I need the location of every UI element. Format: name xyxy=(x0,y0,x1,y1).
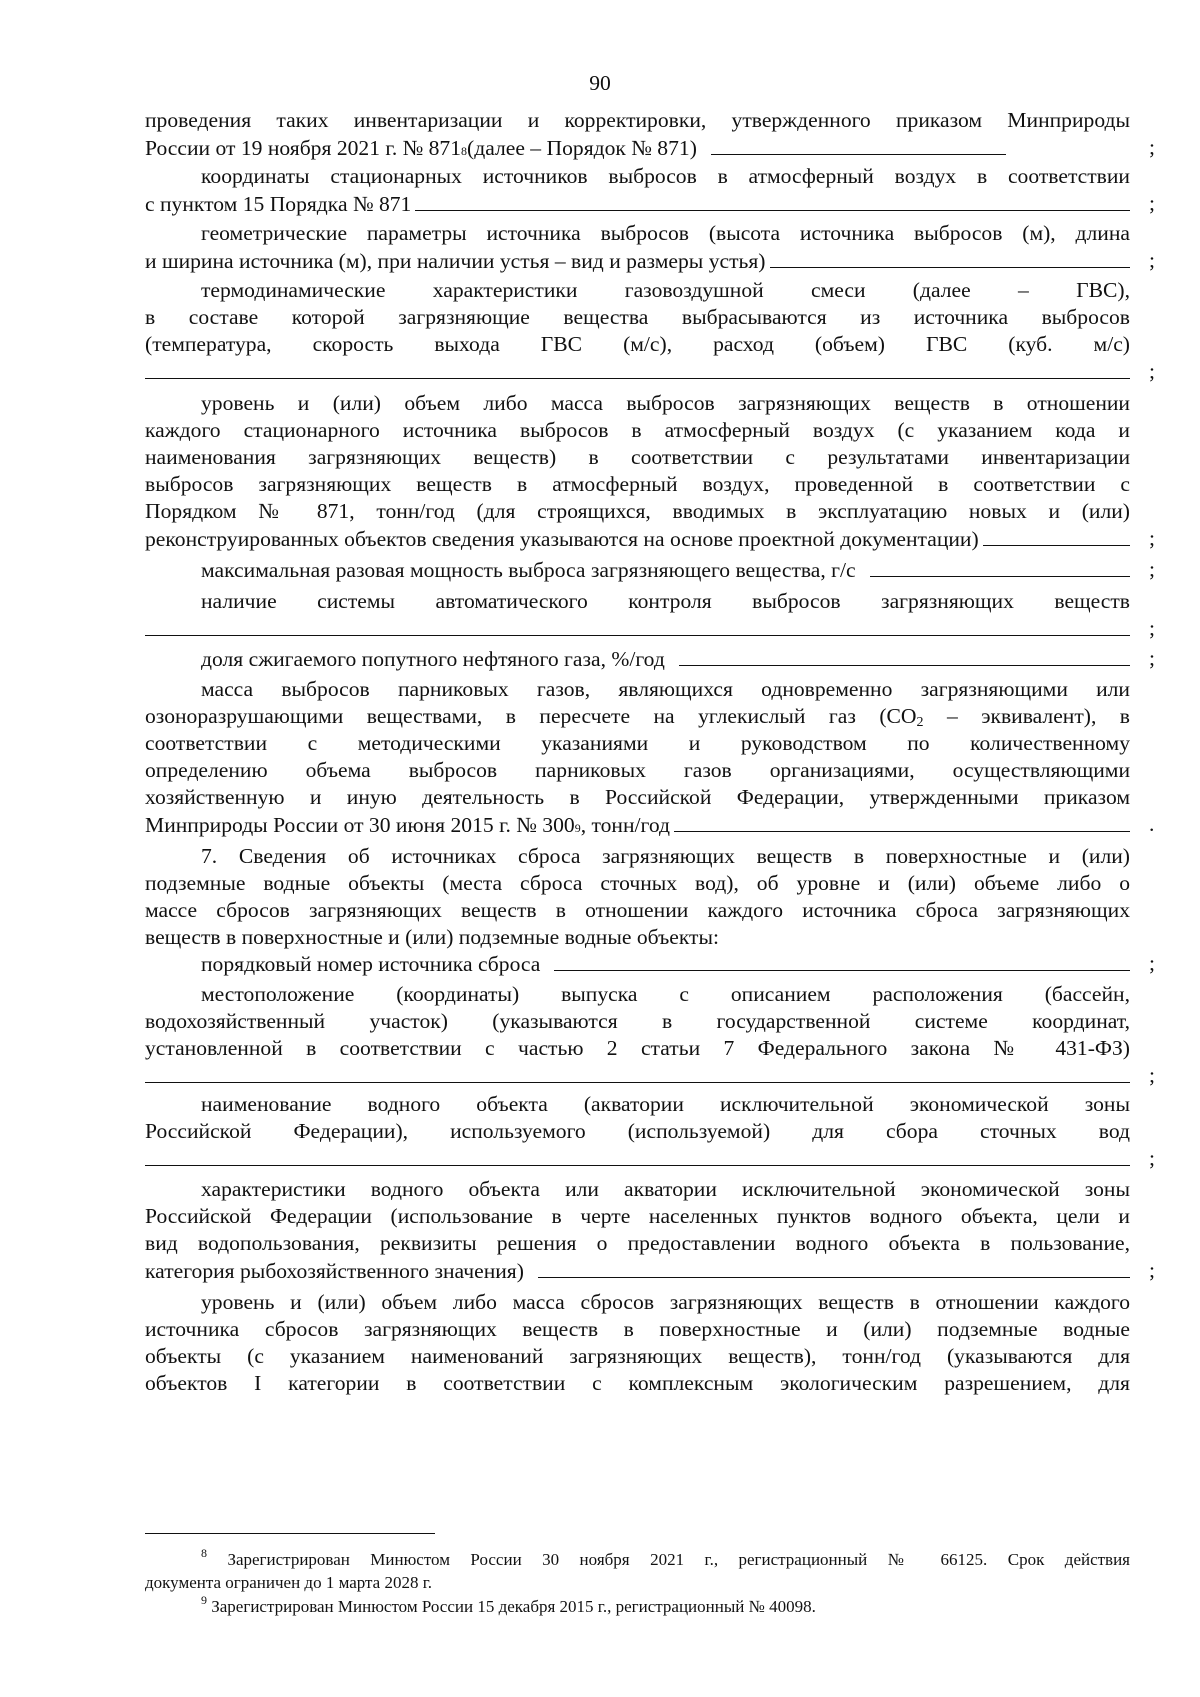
period: . xyxy=(1149,812,1155,836)
fill-in-line[interactable] xyxy=(983,525,1130,546)
text-line: каждого стационарного источника выбросов в атмосферный воздух (с указанием кода и xyxy=(145,418,1130,442)
text-line: наименование водного объекта (акватории исключительной экономической зоны xyxy=(201,1092,1130,1116)
text-line: наличие системы автоматического контроля выбросов загрязняющих веществ xyxy=(201,589,1130,613)
paragraph-emission-level xyxy=(145,390,1130,552)
text-line: координаты стационарных источников выбросов в атмосферный воздух в соответствии xyxy=(201,164,1130,188)
text-line: наименования загрязняющих веществ) в соответствии с результатами инвентаризации xyxy=(145,445,1130,469)
text-line: России от 19 ноября 2021 г. № 871 xyxy=(145,136,462,160)
paragraph-water-body-characteristics xyxy=(145,1176,1130,1284)
semicolon: ; xyxy=(1149,526,1155,550)
paragraph-max-emission xyxy=(145,556,1130,583)
paragraph-geometry xyxy=(145,220,1130,274)
fill-in-line[interactable] xyxy=(674,811,1130,832)
semicolon: ; xyxy=(1149,359,1155,383)
text-line: соответствии с методическими указаниями и руководством по количественному xyxy=(145,731,1130,755)
fill-in-line[interactable] xyxy=(145,358,1130,379)
footnote-mark: 9 xyxy=(201,1593,207,1607)
semicolon: ; xyxy=(1149,1063,1155,1087)
semicolon: ; xyxy=(1149,135,1155,159)
fill-in-line[interactable] xyxy=(679,645,1130,666)
fill-in-line[interactable] xyxy=(415,190,1130,211)
semicolon: ; xyxy=(1149,951,1155,975)
text-line: порядковый номер источника сброса xyxy=(201,952,541,976)
text-line: , тонн/год xyxy=(580,813,671,837)
text-line: максимальная разовая мощность выброса загрязняющего вещества, г/с xyxy=(201,558,856,582)
paragraph-discharge-level xyxy=(145,1289,1130,1397)
text-line: термодинамические характеристики газовоздушной смеси (далее – ГВС), xyxy=(201,278,1130,302)
page-number: 90 xyxy=(589,71,611,95)
text-line: (температура, скорость выхода ГВС (м/с), расход (объем) ГВС (куб. м/с) xyxy=(145,332,1130,356)
text-line: массе сбросов загрязняющих веществ в отношении каждого источника сброса загрязняющих xyxy=(145,898,1130,922)
fill-in-line[interactable] xyxy=(538,1257,1130,1278)
paragraph-outlet-number xyxy=(145,950,1130,977)
text-line: Порядком № 871, тонн/год (для строящихся, вводимых в эксплуатацию новых и (или) xyxy=(145,499,1130,523)
text-line: хозяйственную и иную деятельность в Российской Федерации, утвержденными приказом xyxy=(145,785,1130,809)
text-line: геометрические параметры источника выбросов (высота источника выбросов (м), длина xyxy=(201,221,1130,245)
text-line: вид водопользования, реквизиты решения о предоставлении водного объекта в пользование, xyxy=(145,1231,1130,1255)
paragraph-greenhouse-gases: масса выбросов парниковых газов, являющихся одновременно загрязняющими или озоноразрушающими веществами, в пересчете на углекислый газ ($CO_2$ – эквивалент), в соответствии с методическими указаниями и руководством по количественному определению объема выбросов парниковых газов организациями, осуществляющими хозяйственную и иную деятельность в Российской Федерации, утвержденными приказом Минприроды России от 30 июня 2015 г. № 300 9 , тонн/год xyxy=(145,677,1130,837)
text-line: источника сбросов загрязняющих веществ в поверхностные и (или) подземные водные xyxy=(145,1317,1130,1341)
text-line: Российской Федерации), используемого (используемой) для сбора сточных вод xyxy=(145,1119,1130,1143)
text-line: объектов I категории в соответствии с комплексным экологическим разрешением, для xyxy=(145,1371,1130,1395)
footnote-mark: 8 xyxy=(201,1546,207,1560)
footnote-8 xyxy=(145,1548,1130,1594)
text-line: объекты (с указанием наименований загрязняющих веществ), тонн/год (указываются для xyxy=(145,1344,1130,1368)
fill-in-line[interactable] xyxy=(554,950,1130,971)
text-line: – эквивалент), в xyxy=(923,704,1130,728)
fill-in-line[interactable] xyxy=(145,615,1130,636)
semicolon: ; xyxy=(1149,1146,1155,1170)
paragraph-procedure-reference: проведения таких инвентаризации и корректировки, утвержденного приказом Минприроды России от 19 ноября 2021 г. № 871 8 (далее – Порядок № 871) xyxy=(145,108,1130,160)
text-line: подземные водные объекты (места сброса сточных вод), об уровне и (или) объеме либо о xyxy=(145,871,1130,895)
text-line: (далее – Порядок № 871) xyxy=(467,136,697,160)
fill-in-line[interactable] xyxy=(145,1145,1130,1166)
fill-in-line[interactable] xyxy=(870,556,1130,577)
text-line: установленной в соответствии с частью 2 статьи 7 Федерального закона № 431-ФЗ) xyxy=(145,1036,1130,1060)
subscript: 2 xyxy=(916,715,924,730)
footnote-9 xyxy=(145,1595,1130,1618)
text-line: 7. Сведения об источниках сброса загрязняющих веществ в поверхностные и (или) xyxy=(201,844,1130,868)
text-line: с пунктом 15 Порядка № 871 xyxy=(145,192,412,216)
paragraph-thermodynamics xyxy=(145,277,1130,385)
text-line: Минприроды России от 30 июня 2015 г. № 300 xyxy=(145,813,575,837)
text-line: водохозяйственный участок) (указываются в государственной системе координат, xyxy=(145,1009,1130,1033)
semicolon: ; xyxy=(1149,248,1155,272)
text-line: реконструированных объектов сведения указываются на основе проектной документации) xyxy=(145,527,979,551)
text-line: уровень и (или) объем либо масса сбросов загрязняющих веществ в отношении каждого xyxy=(201,1290,1130,1314)
text-line: местоположение (координаты) выпуска с описанием расположения (бассейн, xyxy=(201,982,1130,1006)
text-line: категория рыбохозяйственного значения) xyxy=(145,1259,524,1283)
paragraph-associated-gas xyxy=(145,645,1130,672)
text-line: Российской Федерации (использование в черте населенных пунктов водного объекта, цели и xyxy=(145,1204,1130,1228)
fill-in-line[interactable] xyxy=(145,1062,1130,1083)
semicolon: ; xyxy=(1149,646,1155,670)
text-line: доля сжигаемого попутного нефтяного газа, %/год xyxy=(201,647,665,671)
semicolon: ; xyxy=(1149,1258,1155,1282)
semicolon: ; xyxy=(1149,191,1155,215)
text-line: в составе которой загрязняющие вещества выбрасываются из источника выбросов xyxy=(145,305,1130,329)
text-line: определению объема выбросов парниковых газов организациями, осуществляющими xyxy=(145,758,1130,782)
paragraph-water-body-name xyxy=(145,1091,1130,1172)
text-line: выбросов загрязняющих веществ в атмосферный воздух, проведенной в соответствии с xyxy=(145,472,1130,496)
paragraph-coordinates xyxy=(145,163,1130,217)
paragraph-auto-control xyxy=(145,588,1130,642)
text-line: веществ в поверхностные и (или) подземные водные объекты: xyxy=(145,925,720,949)
text-line: масса выбросов парниковых газов, являющихся одновременно загрязняющими или xyxy=(201,677,1130,701)
footnote-divider xyxy=(145,1533,435,1534)
fill-in-line[interactable] xyxy=(711,134,1006,155)
fill-in-line[interactable] xyxy=(770,247,1131,268)
text-line: озоноразрушающими веществами, в пересчете на углекислый газ (CO xyxy=(145,704,917,728)
text-line: и ширина источника (м), при наличии устья – вид и размеры устья) xyxy=(145,249,766,273)
text-line: уровень и (или) объем либо масса выбросов загрязняющих веществ в отношении xyxy=(201,391,1130,415)
footnote-text: документа ограничен до 1 марта 2028 г. xyxy=(145,1573,433,1592)
semicolon: ; xyxy=(1149,557,1155,581)
text-line: проведения таких инвентаризации и корректировки, утвержденного приказом Минприроды xyxy=(145,108,1130,132)
text-line: характеристики водного объекта или акватории исключительной экономической зоны xyxy=(201,1177,1130,1201)
footnote-text: Зарегистрирован Минюстом России 30 ноября 2021 г., регистрационный № 66125. Срок действия xyxy=(227,1550,1131,1569)
section-7-heading xyxy=(145,843,1130,951)
paragraph-outlet-location xyxy=(145,981,1130,1089)
footnote-text: Зарегистрирован Минюстом России 15 декабря 2015 г., регистрационный № 40098. xyxy=(211,1597,816,1616)
semicolon: ; xyxy=(1149,616,1155,640)
